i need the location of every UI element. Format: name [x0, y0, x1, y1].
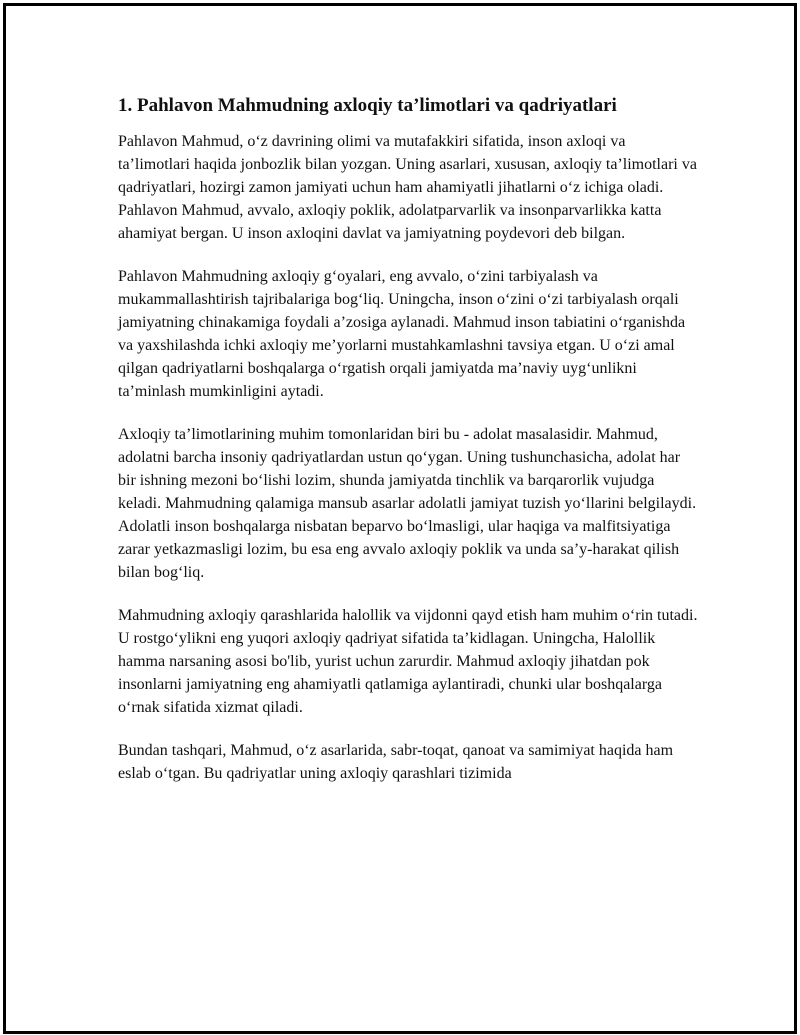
paragraph-3: Axloqiy ta’limotlarining muhim tomonlaridan biri bu - adolat masalasidir. Mahmud, adolatni barcha insoniy qadriyatlardan ustun qo‘ygan. Uning tushunchasicha, adolat har bir ishning mezoni bo‘lishi lozim, shunda jamiyatda tinchlik va barqarorlik vujudga keladi. Mahmudning qalamiga mansub asarlar adolatli jamiyat tuzish yo‘llarini belgilaydi. Adolatli inson boshqalarga nisbatan beparvo bo‘lmasligi, ular haqiga va malfitsiyatiga zarar yetkazmasligi lozim, bu esa eng avvalo axloqiy poklik va unda sa’y-harakat qilish bilan bog‘liq. — [118, 426, 697, 581]
paragraph-4: Mahmudning axloqiy qarashlarida halollik va vijdonni qayd etish ham muhim o‘rin tutadi. U rostgo‘ylikni eng yuqori axloqiy qadriyat sifatida ta’kidlagan. Uningcha, Halollik hamma narsaning asosi bo'lib, yurist uchun zarurdir. Mahmud axloqiy jihatdan pok insonlarni jamiyatning eng ahamiyatli qatlamiga aylantiradi, chunki ular boshqalarga o‘rnak sifatida xizmat qiladi. — [118, 607, 698, 716]
paragraph-1: Pahlavon Mahmud, o‘z davrining olimi va mutafakkiri sifatida, inson axloqi va ta’limotlari haqida jonbozlik bilan yozgan. Uning asarlari, xususan, axloqiy ta’limotlari va qadriyatlari, hozirgi zamon jamiyati uchun ham ahamiyatli jihatlarni o‘z ichiga oladi. Pahlavon Mahmud, avvalo, axloqiy poklik, adolatparvarlik va insonparvarlikka katta ahamiyat bergan. U inson axloqini davlat va jamiyatning poydevori deb bilgan. — [118, 133, 697, 242]
section-heading: 1. Pahlavon Mahmudning axloqiy ta’limotlari va qadriyatlari — [118, 95, 617, 116]
document-body — [118, 93, 698, 805]
paragraph-5: Bundan tashqari, Mahmud, o‘z asarlarida, sabr-toqat, qanoat va samimiyat haqida ham eslab o‘tgan. Bu qadriyatlar uning axloqiy qarashlari tizimida — [118, 742, 674, 782]
paragraph-2: Pahlavon Mahmudning axloqiy g‘oyalari, eng avvalo, o‘zini tarbiyalash va mukammallashtirish tajribalariga bog‘liq. Uningcha, inson o‘zini o‘zi tarbiyalash orqali jamiyatning chinakamiga foydali a’zosiga aylanadi. Mahmud inson tabiatini o‘rganishda va yaxshilashda ichki axloqiy me’yorlarni mustahkamlashni tavsiya etgan. U o‘zi amal qilgan qadriyatlarni boshqalarga o‘rgatish orqali jamiyatda ma’naviy uyg‘unlikni ta’minlash mumkinligini aytadi. — [118, 268, 686, 400]
